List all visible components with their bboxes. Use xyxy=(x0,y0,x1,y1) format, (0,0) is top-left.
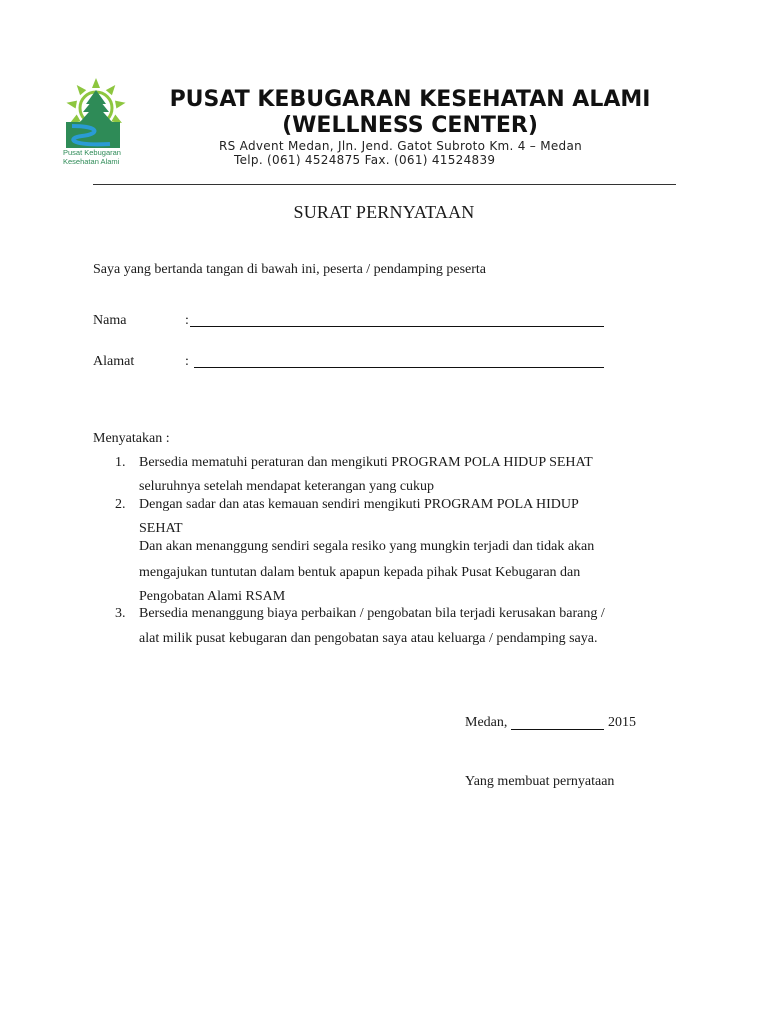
item-3-line-1: Bersedia menanggung biaya perbaikan / pengobatan bila terjadi kerusakan barang / xyxy=(139,606,605,621)
item-2-line-1: Dengan sadar dan atas kemauan sendiri mengikuti PROGRAM POLA HIDUP xyxy=(139,497,579,512)
item-2-line-2: SEHAT xyxy=(139,521,183,536)
item-2-line-5: Pengobatan Alami RSAM xyxy=(139,589,286,604)
org-phone: Telp. (061) 4524875 Fax. (061) 41524839 xyxy=(234,153,496,167)
signer-label: Yang membuat pernyataan xyxy=(465,774,615,789)
signature-year: 2015 xyxy=(608,715,636,730)
item-number: 2. xyxy=(115,497,126,512)
item-2-line-3: Dan akan menanggung sendiri segala resiko yang mungkin terjadi dan tidak akan xyxy=(139,539,595,554)
org-address: RS Advent Medan, Jln. Jend. Gatot Subroto Km. 4 – Medan xyxy=(219,139,583,153)
item-2-line-4: mengajukan tuntutan dalam bentuk apapun kepada pihak Pusat Kebugaran dan xyxy=(139,565,581,580)
logo-caption-line1: Pusat Kebugaran xyxy=(63,148,121,157)
item-1-line-2: seluruhnya setelah mendapat keterangan yang cukup xyxy=(139,479,435,494)
org-title-line2: (WELLNESS CENTER) xyxy=(282,113,538,138)
alamat-blank-line[interactable] xyxy=(194,367,604,368)
logo-caption-line2: Kesehatan Alami xyxy=(63,157,120,166)
date-blank-line[interactable] xyxy=(511,729,604,730)
item-3-line-2: alat milik pusat kebugaran dan pengobatan saya atau keluarga / pendamping saya. xyxy=(139,631,598,646)
document-title: SURAT PERNYATAAN xyxy=(293,202,475,222)
nama-blank-line[interactable] xyxy=(190,326,604,327)
item-number: 3. xyxy=(115,606,126,621)
intro-text: Saya yang bertanda tangan di bawah ini, peserta / pendamping peserta xyxy=(93,262,487,277)
field-label-alamat: Alamat xyxy=(93,354,135,369)
field-separator-alamat: : xyxy=(185,354,189,369)
field-separator-nama: : xyxy=(185,313,189,328)
header-divider xyxy=(93,184,676,185)
signature-place: Medan, xyxy=(465,715,508,730)
item-number: 1. xyxy=(115,455,126,470)
org-title-line1: PUSAT KEBUGARAN KESEHATAN ALAMI xyxy=(169,87,651,112)
item-1-line-1: Bersedia mematuhi peraturan dan mengikuti PROGRAM POLA HIDUP SEHAT xyxy=(139,455,593,470)
field-label-nama: Nama xyxy=(93,313,127,328)
statement-label: Menyatakan : xyxy=(93,431,170,446)
